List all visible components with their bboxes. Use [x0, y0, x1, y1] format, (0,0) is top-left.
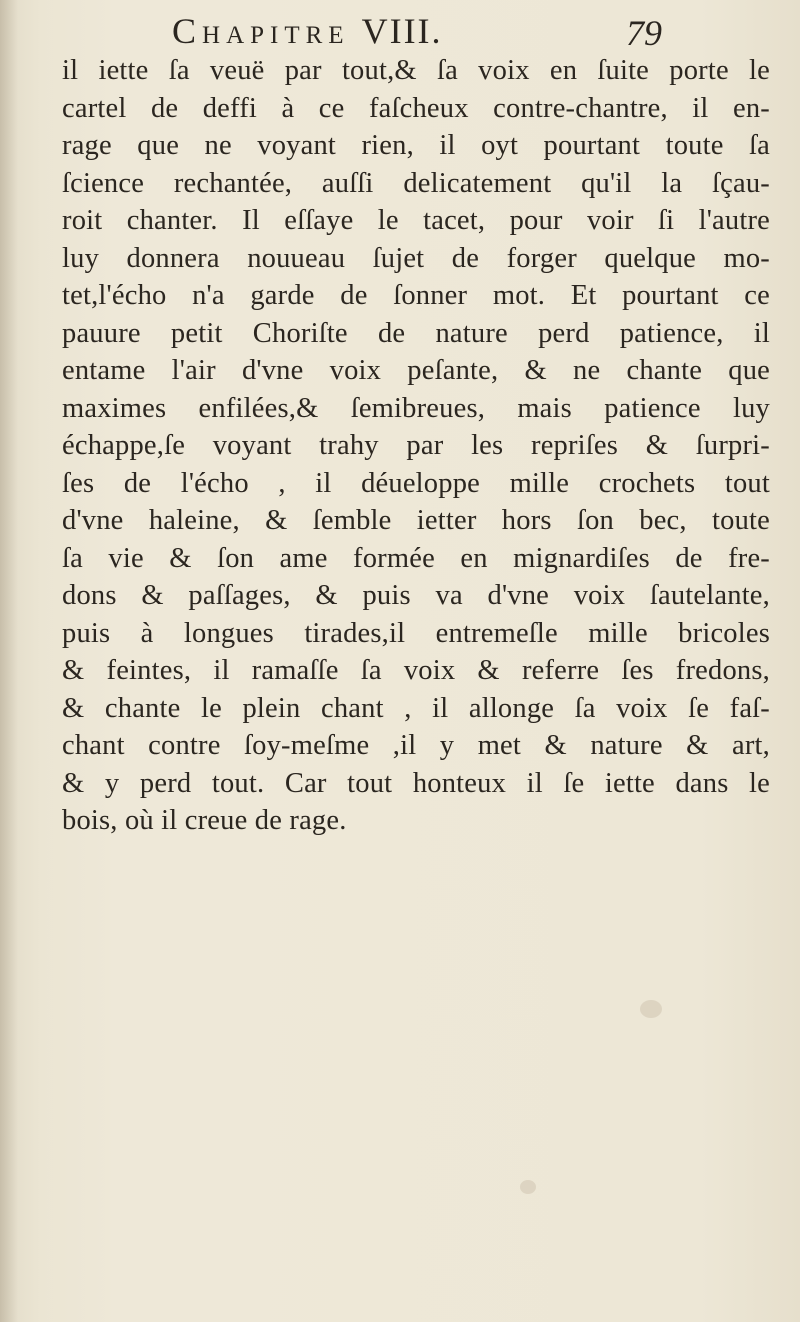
- text-line: ſes de l'écho , il déueloppe mille crochets tout: [62, 467, 770, 499]
- chapter-title: [172, 10, 443, 52]
- text-line: chant contre ſoy-meſme ,il y met & nature & art,: [62, 730, 770, 761]
- text-line: tet,l'écho n'a garde de ſonner mot. Et pourtant ce: [62, 280, 770, 311]
- page-number: 79: [626, 13, 662, 53]
- text-line: luy donnera nouueau ſujet de forger quelque mo-: [62, 242, 770, 274]
- body-text: [62, 52, 770, 840]
- text-line: pauure petit Choriſte de nature perd patience, il: [62, 317, 770, 349]
- text-line-last: bois, où il creue de rage.: [62, 805, 347, 836]
- text-line: d'vne haleine, & ſemble ietter hors ſon bec, toute: [62, 505, 770, 536]
- text-line: maximes enfilées,& ſemibreues, mais patience luy: [62, 392, 770, 424]
- text-line: dons & paſſages, & puis va d'vne voix ſautelante,: [62, 580, 770, 611]
- text-line: échappe,ſe voyant trahy par les repriſes & ſurpri-: [62, 430, 770, 461]
- text-line: & chante le plein chant , il allonge ſa voix ſe faſ-: [62, 692, 770, 724]
- text-line: & y perd tout. Car tout honteux il ſe iette dans le: [62, 767, 770, 799]
- paper-stain: [640, 1000, 662, 1018]
- chapter-label: Chapitre: [172, 11, 350, 51]
- running-head: [172, 10, 662, 56]
- gutter-shadow: [0, 0, 18, 1322]
- text-line: ſa vie & ſon ame formée en mignardiſes de fre-: [62, 542, 770, 574]
- chapter-number: VIII.: [361, 11, 443, 51]
- text-line: & feintes, il ramaſſe ſa voix & referre ſes fredons,: [62, 655, 770, 686]
- text-line: ſcience rechantée, auſſi delicatement qu'il la ſçau-: [62, 167, 770, 199]
- text-line: puis à longues tirades,il entremeſle mille bricoles: [62, 617, 770, 649]
- text-line: entame l'air d'vne voix peſante, & ne chante que: [62, 355, 770, 386]
- text-line: il iette ſa veuë par tout,& ſa voix en ſuite porte le: [62, 55, 770, 86]
- paper-stain: [520, 1180, 536, 1194]
- text-line: roit chanter. Il eſſaye le tacet, pour voir ſi l'autre: [62, 205, 770, 236]
- text-line: rage que ne voyant rien, il oyt pourtant toute ſa: [62, 130, 770, 161]
- text-line: cartel de deffi à ce faſcheux contre-chantre, il en-: [62, 92, 770, 124]
